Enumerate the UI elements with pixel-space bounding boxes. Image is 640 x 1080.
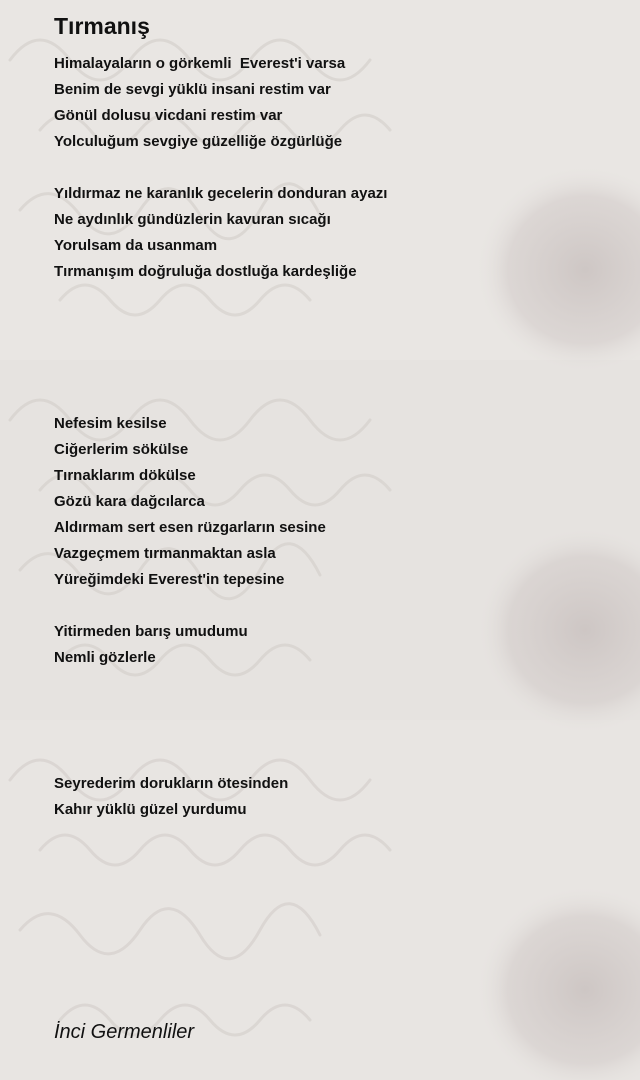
poem-line: Tırnaklarım dökülse	[54, 467, 196, 484]
poem-line: Ne aydınlık gündüzlerin kavuran sıcağı	[54, 211, 331, 228]
poem-block-1	[54, 51, 387, 285]
poem-title: Tırmanış	[54, 13, 150, 39]
poem-block-2	[54, 411, 326, 671]
poem-line: Ciğerlerim sökülse	[54, 441, 189, 458]
poem-line: Gönül dolusu vicdani restim var	[54, 107, 283, 124]
poem-line: Aldırmam sert esen rüzgarların sesine	[54, 519, 326, 536]
poem-line: Nefesim kesilse	[54, 415, 167, 432]
poem-line: Himalayaların o görkemli Everest'i varsa	[54, 55, 346, 72]
poem-line: Yitirmeden barış umudumu	[54, 623, 248, 640]
poem-line: Yorulsam da usanmam	[54, 237, 218, 254]
poem-line: Benim de sevgi yüklü insani restim var	[54, 81, 331, 98]
poem-line: Yıldırmaz ne karanlık gecelerin donduran ayazı	[54, 185, 388, 202]
poem-block-3	[54, 771, 288, 823]
poem-line: Kahır yüklü güzel yurdumu	[54, 801, 247, 818]
poem-line: Yüreğimdeki Everest'in tepesine	[54, 571, 285, 588]
poem-line: Vazgeçmem tırmanmaktan asla	[54, 545, 276, 562]
poem-line: Gözü kara dağcılarca	[54, 493, 205, 510]
poem-author: İnci Germenliler	[54, 1021, 195, 1043]
poem-line: Seyrederim dorukların ötesinden	[54, 775, 289, 792]
poem-line: Nemli gözlerle	[54, 649, 156, 666]
poem-line: Yolculuğum sevgiye güzelliğe özgürlüğe	[54, 133, 343, 150]
poem-line: Tırmanışım doğruluğa dostluğa kardeşliğe	[54, 263, 357, 280]
